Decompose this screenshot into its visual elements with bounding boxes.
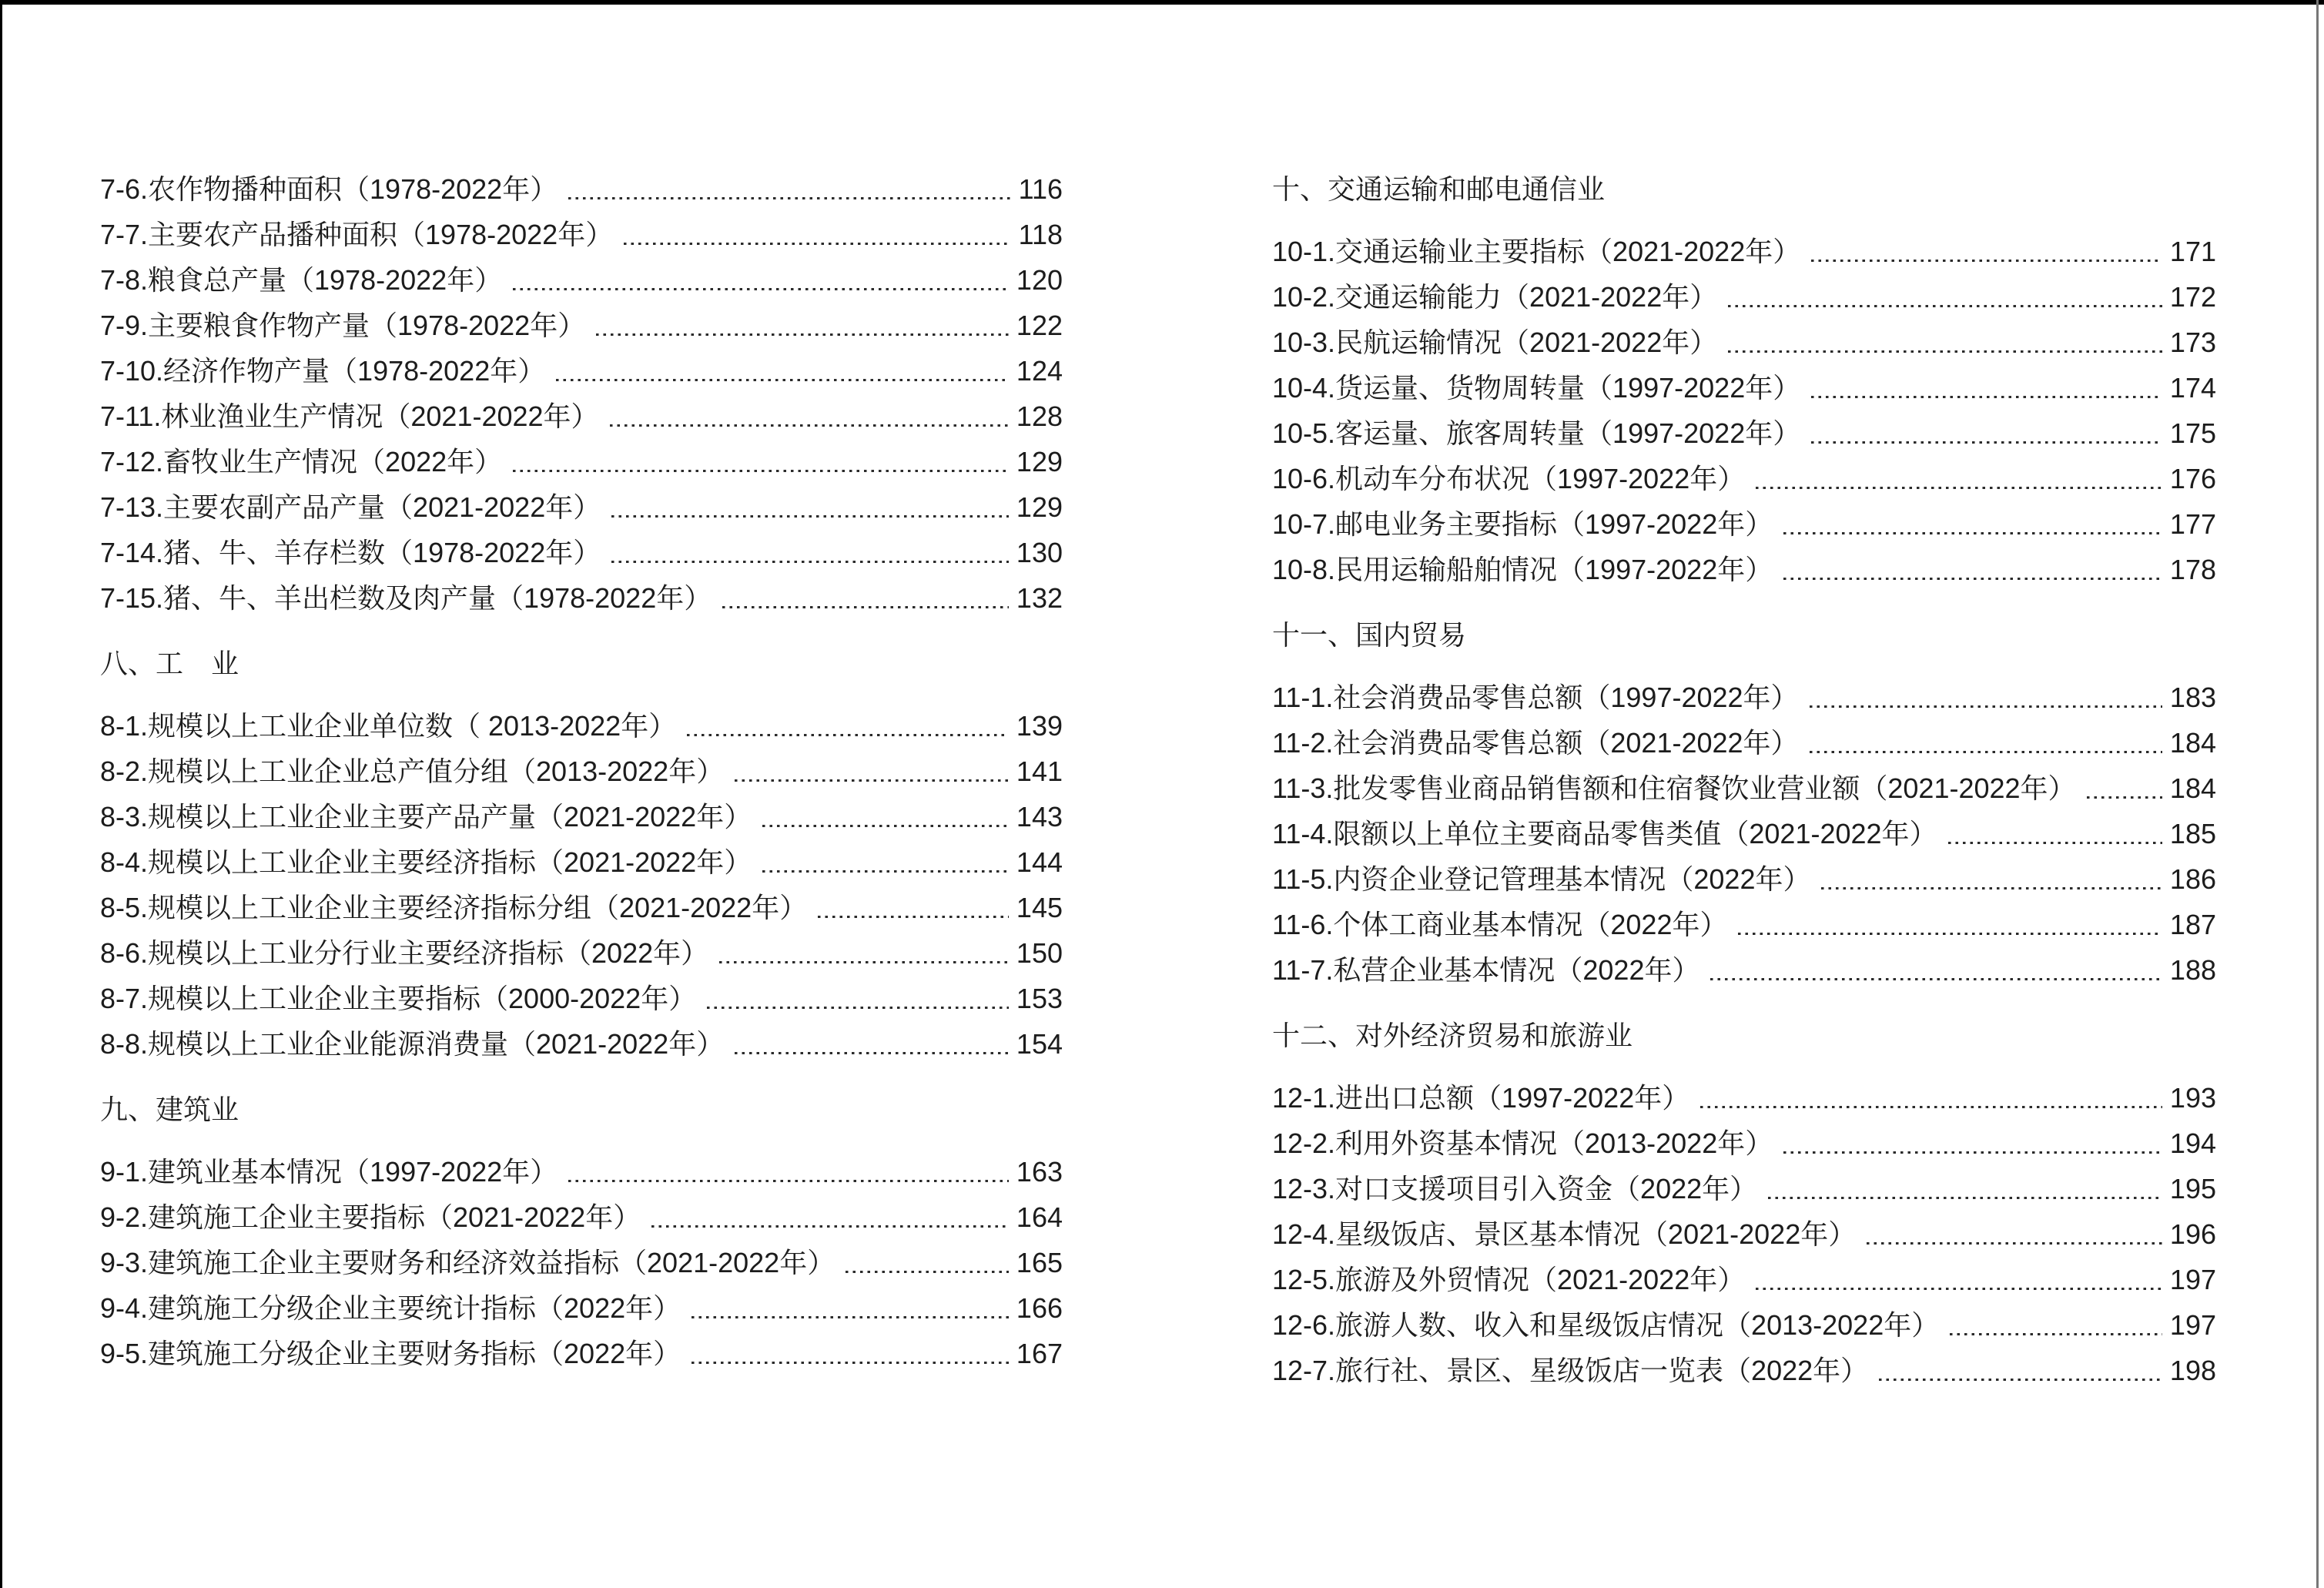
- toc-entry-title: 11-2.社会消费品零售总额（2021-2022年）: [1272, 727, 1799, 759]
- toc-entry-page: 172: [2169, 281, 2216, 313]
- toc-entry: [100, 348, 1063, 394]
- toc-entry-page: 175: [2169, 417, 2216, 449]
- dotted-leader: [818, 916, 1009, 919]
- section-heading: 八、工 业: [100, 648, 239, 679]
- toc-entry-title: 9-4.建筑施工分级企业主要统计指标（2022年）: [100, 1292, 681, 1324]
- toc-entry-page: 129: [1016, 491, 1063, 523]
- toc-entry: [1272, 229, 2216, 274]
- toc-entry: [1272, 320, 2216, 365]
- dotted-leader: [722, 606, 1009, 609]
- toc-entry-title: 7-8.粮食总产量（1978-2022年）: [100, 264, 503, 296]
- toc-entry: [1272, 675, 2216, 720]
- dotted-leader: [687, 734, 1009, 737]
- toc-entry: [100, 885, 1063, 930]
- toc-entry: [100, 749, 1063, 794]
- toc-entry: [100, 257, 1063, 303]
- toc-entry-title: 8-7.规模以上工业企业主要指标（2000-2022年）: [100, 983, 697, 1014]
- toc-entry: [1272, 547, 2216, 592]
- toc-entry-title: 8-5.规模以上工业企业主要经济指标分组（2021-2022年）: [100, 892, 808, 923]
- toc-entry-page: 177: [2169, 508, 2216, 540]
- dotted-leader: [556, 379, 1009, 382]
- toc-entry-title: 7-10.经济作物产量（1978-2022年）: [100, 355, 546, 387]
- toc-entry-page: 154: [1016, 1028, 1063, 1060]
- section-heading: 十一、国内贸易: [1272, 619, 1467, 651]
- toc-entry-title: 12-6.旅游人数、收入和星级饭店情况（2013-2022年）: [1272, 1309, 1940, 1341]
- toc-entry-title: 8-6.规模以上工业分行业主要经济指标（2022年）: [100, 937, 709, 969]
- toc-entry-title: 11-5.内资企业登记管理基本情况（2022年）: [1272, 863, 1811, 895]
- dotted-leader: [1700, 1106, 2162, 1109]
- toc-entry: [1272, 766, 2216, 811]
- toc-entry-page: 132: [1016, 582, 1063, 614]
- dotted-leader: [568, 1180, 1009, 1183]
- dotted-leader: [762, 870, 1009, 873]
- toc-entry-title: 8-8.规模以上工业企业能源消费量（2021-2022年）: [100, 1028, 725, 1060]
- toc-entry-title: 9-5.建筑施工分级企业主要财务指标（2022年）: [100, 1338, 681, 1369]
- toc-entry-title: 7-11.林业渔业生产情况（2021-2022年）: [100, 400, 599, 432]
- dotted-leader: [735, 1052, 1009, 1055]
- dotted-leader: [1811, 260, 2162, 263]
- toc-entry: [100, 166, 1063, 212]
- dotted-leader: [1810, 751, 2162, 754]
- toc-entry-page: 196: [2169, 1218, 2216, 1250]
- toc-entry-title: 7-7.主要农产品播种面积（1978-2022年）: [100, 219, 614, 250]
- toc-entry-page: 184: [2169, 727, 2216, 759]
- toc-entry-title: 8-3.规模以上工业企业主要产品产量（2021-2022年）: [100, 801, 752, 833]
- toc-entry-title: 10-2.交通运输能力（2021-2022年）: [1272, 281, 1718, 313]
- toc-entry: [1272, 902, 2216, 947]
- toc-entry-title: 12-1.进出口总额（1997-2022年）: [1272, 1082, 1690, 1114]
- toc-entry-title: 7-6.农作物播种面积（1978-2022年）: [100, 173, 558, 205]
- toc-entry-title: 7-12.畜牧业生产情况（2022年）: [100, 446, 503, 477]
- toc-entry-title: 11-1.社会消费品零售总额（1997-2022年）: [1272, 682, 1799, 713]
- toc-entry: [1272, 1257, 2216, 1302]
- page-left-edge: [0, 0, 2, 1588]
- toc-entry-page: 128: [1016, 400, 1063, 432]
- dotted-leader: [1738, 933, 2162, 936]
- toc-entry-title: 7-14.猪、牛、羊存栏数（1978-2022年）: [100, 537, 601, 568]
- toc-entry-page: 124: [1016, 355, 1063, 387]
- dotted-leader: [1879, 1379, 2162, 1382]
- toc-entry-page: 120: [1016, 264, 1063, 296]
- dotted-leader: [1950, 1333, 2162, 1336]
- dotted-leader: [762, 825, 1009, 828]
- toc-entry: [1272, 811, 2216, 856]
- toc-entry-page: 195: [2169, 1173, 2216, 1204]
- toc-entry: [1272, 856, 2216, 902]
- toc-entry: [100, 1331, 1063, 1376]
- toc-entry: [100, 394, 1063, 439]
- toc-entry: [1272, 1302, 2216, 1348]
- dotted-leader: [568, 197, 1010, 200]
- toc-entry-page: 130: [1016, 537, 1063, 568]
- toc-entry: [1272, 365, 2216, 410]
- toc-entry: [1272, 1121, 2216, 1166]
- toc-entry-page: 178: [2169, 554, 2216, 585]
- toc-entry-title: 11-3.批发零售业商品销售额和住宿餐饮业营业额（2021-2022年）: [1272, 772, 2076, 804]
- dotted-leader: [719, 961, 1009, 964]
- dotted-leader: [1783, 1151, 2162, 1154]
- toc-column-left: [100, 166, 1063, 1376]
- toc-entry: [100, 1149, 1063, 1194]
- toc-entry-title: 12-2.利用外资基本情况（2013-2022年）: [1272, 1127, 1773, 1159]
- toc-entry-page: 197: [2169, 1309, 2216, 1341]
- toc-entry-title: 8-2.规模以上工业企业总产值分组（2013-2022年）: [100, 755, 725, 787]
- toc-entry: [1272, 1211, 2216, 1257]
- toc-entry-title: 10-8.民用运输船舶情况（1997-2022年）: [1272, 554, 1773, 585]
- toc-entry: [100, 439, 1063, 484]
- toc-entry: [1272, 1348, 2216, 1393]
- toc-entry-title: 9-1.建筑业基本情况（1997-2022年）: [100, 1156, 558, 1188]
- dotted-leader: [2087, 796, 2162, 799]
- toc-entry-page: 198: [2169, 1355, 2216, 1386]
- toc-entry-page: 139: [1016, 710, 1063, 742]
- toc-entry-title: 12-7.旅行社、景区、星级饭店一览表（2022年）: [1272, 1355, 1869, 1386]
- toc-entry: [100, 530, 1063, 575]
- toc-entry-title: 9-2.建筑施工企业主要指标（2021-2022年）: [100, 1201, 641, 1233]
- toc-entry-page: 165: [1016, 1247, 1063, 1278]
- toc-entry-page: 185: [2169, 818, 2216, 849]
- toc-entry-title: 8-4.规模以上工业企业主要经济指标（2021-2022年）: [100, 846, 752, 878]
- dotted-leader: [611, 515, 1009, 518]
- toc-entry-title: 10-1.交通运输业主要指标（2021-2022年）: [1272, 236, 1801, 267]
- toc-entry-page: 143: [1016, 801, 1063, 833]
- dotted-leader: [1728, 305, 2162, 308]
- dotted-leader: [1811, 441, 2162, 444]
- toc-entry-page: 150: [1016, 937, 1063, 969]
- toc-entry-page: 187: [2169, 909, 2216, 940]
- toc-entry-page: 145: [1016, 892, 1063, 923]
- dotted-leader: [513, 470, 1009, 473]
- toc-entry-title: 11-7.私营企业基本情况（2022年）: [1272, 954, 1700, 986]
- toc-entry-page: 116: [1018, 173, 1063, 205]
- dotted-leader: [692, 1316, 1009, 1319]
- toc-entry-page: 118: [1018, 219, 1063, 250]
- dotted-leader: [651, 1225, 1009, 1228]
- dotted-leader: [846, 1271, 1009, 1274]
- toc-entry: [100, 794, 1063, 839]
- toc-entry: [1272, 720, 2216, 766]
- toc-entry: [100, 1021, 1063, 1067]
- toc-entry: [100, 839, 1063, 885]
- toc-entry-page: 167: [1016, 1338, 1063, 1369]
- toc-entry-page: 188: [2169, 954, 2216, 986]
- toc-entry-title: 12-4.星级饭店、景区基本情况（2021-2022年）: [1272, 1218, 1857, 1250]
- toc-entry-page: 183: [2169, 682, 2216, 713]
- toc-entry-page: 171: [2169, 236, 2216, 267]
- toc-entry-page: 129: [1016, 446, 1063, 477]
- toc-entry-page: 193: [2169, 1082, 2216, 1114]
- toc-entry-page: 122: [1016, 310, 1063, 341]
- toc-entry-page: 153: [1016, 983, 1063, 1014]
- toc-entry-title: 8-1.规模以上工业企业单位数（ 2013-2022年）: [100, 710, 677, 742]
- dotted-leader: [1756, 1288, 2162, 1291]
- toc-entry-title: 10-5.客运量、旅客周转量（1997-2022年）: [1272, 417, 1801, 449]
- toc-entry-title: 10-6.机动车分布状况（1997-2022年）: [1272, 463, 1746, 494]
- dotted-leader: [1867, 1242, 2162, 1245]
- toc-entry-page: 174: [2169, 372, 2216, 404]
- toc-entry-page: 184: [2169, 772, 2216, 804]
- toc-entry: [100, 1285, 1063, 1331]
- toc-entry-page: 163: [1016, 1156, 1063, 1188]
- toc-entry: [100, 212, 1063, 257]
- section-heading: 十二、对外经济贸易和旅游业: [1272, 1020, 1633, 1051]
- toc-entry-page: 141: [1016, 755, 1063, 787]
- dotted-leader: [610, 424, 1009, 427]
- toc-entry-title: 11-4.限额以上单位主要商品零售类值（2021-2022年）: [1272, 818, 1937, 849]
- dotted-leader: [735, 779, 1009, 782]
- toc-entry: [1272, 410, 2216, 456]
- toc-entry: [100, 484, 1063, 530]
- section-heading: 九、建筑业: [100, 1094, 239, 1125]
- dotted-leader: [1821, 887, 2162, 890]
- dotted-leader: [1728, 350, 2162, 353]
- toc-entry-page: 186: [2169, 863, 2216, 895]
- toc-entry-page: 197: [2169, 1264, 2216, 1295]
- toc-entry: [1272, 456, 2216, 501]
- page-right-rule: [2316, 0, 2319, 1588]
- dotted-leader: [1756, 487, 2162, 490]
- toc-entry-page: 144: [1016, 846, 1063, 878]
- dotted-leader: [1783, 578, 2162, 581]
- toc-entry: [1272, 501, 2216, 547]
- toc-entry-page: 166: [1016, 1292, 1063, 1324]
- toc-entry-title: 7-13.主要农副产品产量（2021-2022年）: [100, 491, 601, 523]
- toc-entry-title: 10-4.货运量、货物周转量（1997-2022年）: [1272, 372, 1801, 404]
- toc-entry: [100, 976, 1063, 1021]
- toc-entry-title: 9-3.建筑施工企业主要财务和经济效益指标（2021-2022年）: [100, 1247, 836, 1278]
- toc-entry: [1272, 274, 2216, 320]
- dotted-leader: [1811, 396, 2162, 399]
- dotted-leader: [596, 333, 1009, 337]
- toc-entry: [100, 575, 1063, 621]
- toc-entry: [1272, 947, 2216, 993]
- toc-entry-page: 194: [2169, 1127, 2216, 1159]
- toc-entry-title: 12-3.对口支援项目引入资金（2022年）: [1272, 1173, 1758, 1204]
- dotted-leader: [1783, 532, 2162, 535]
- toc-entry-page: 176: [2169, 463, 2216, 494]
- dotted-leader: [1948, 842, 2162, 845]
- dotted-leader: [611, 561, 1009, 564]
- dotted-leader: [513, 288, 1009, 291]
- toc-column-right: [1272, 166, 2216, 1393]
- dotted-leader: [1710, 978, 2162, 981]
- dotted-leader: [1810, 705, 2162, 709]
- dotted-leader: [692, 1362, 1009, 1365]
- toc-entry: [100, 1194, 1063, 1240]
- toc-entry-title: 11-6.个体工商业基本情况（2022年）: [1272, 909, 1728, 940]
- toc-entry-title: 7-15.猪、牛、羊出栏数及肉产量（1978-2022年）: [100, 582, 712, 614]
- toc-entry: [1272, 1166, 2216, 1211]
- section-heading: 十、交通运输和邮电通信业: [1272, 173, 1606, 205]
- toc-entry: [1272, 1075, 2216, 1121]
- dotted-leader: [707, 1007, 1009, 1010]
- toc-entry-title: 12-5.旅游及外贸情况（2021-2022年）: [1272, 1264, 1746, 1295]
- toc-entry: [100, 703, 1063, 749]
- toc-entry-title: 10-7.邮电业务主要指标（1997-2022年）: [1272, 508, 1773, 540]
- toc-entry: [100, 1240, 1063, 1285]
- toc-entry-title: 10-3.民航运输情况（2021-2022年）: [1272, 327, 1718, 358]
- toc-entry: [100, 303, 1063, 348]
- toc-entry-page: 173: [2169, 327, 2216, 358]
- dotted-leader: [624, 243, 1010, 246]
- toc-entry-title: 7-9.主要粮食作物产量（1978-2022年）: [100, 310, 586, 341]
- dotted-leader: [1768, 1197, 2162, 1200]
- toc-entry: [100, 930, 1063, 976]
- page-top-edge: [0, 0, 2324, 5]
- toc-entry-page: 164: [1016, 1201, 1063, 1233]
